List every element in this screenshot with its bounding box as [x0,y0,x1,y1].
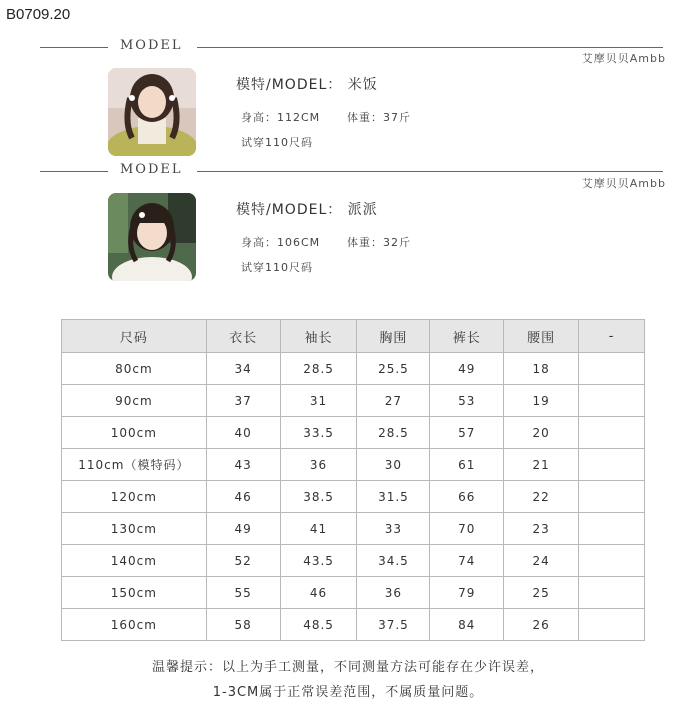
cell-size: 100cm [62,417,207,449]
table-row [62,417,645,449]
model-weight-1: 体重：37斤 [347,111,411,124]
divider-line [197,171,663,172]
cell-pants-length: 57 [430,417,504,449]
model-name-2: 模特/MODEL： 派派 [236,202,378,218]
note-line-1: 温馨提示：以上为手工测量，不同测量方法可能存在少许误差， [151,660,544,675]
cell-pants-length: 84 [430,609,504,641]
cell-size: 80cm [62,353,207,385]
product-code: B0709.20 [6,6,71,23]
header-length: 衣长 [206,320,280,353]
cell-chest: 37.5 [357,609,430,641]
model-tried-size-2: 试穿110尺码 [241,261,313,274]
cell-extra [579,577,645,609]
note-line-2: 1-3CM属于正常误差范围，不属质量问题。 [212,685,484,700]
size-chart-table [61,319,645,641]
model-tried-size-1: 试穿110尺码 [241,136,313,149]
cell-pants-length: 70 [430,513,504,545]
cell-length: 49 [206,513,280,545]
cell-sleeve: 43.5 [280,545,357,577]
cell-size: 90cm [62,385,207,417]
cell-waist: 24 [504,545,579,577]
cell-sleeve: 31 [280,385,357,417]
cell-sleeve: 46 [280,577,357,609]
cell-sleeve: 38.5 [280,481,357,513]
cell-pants-length: 66 [430,481,504,513]
header-chest: 胸围 [357,320,430,353]
header-pants-length: 裤长 [430,320,504,353]
header-size: 尺码 [62,320,207,353]
cell-chest: 30 [357,449,430,481]
cell-size: 130cm [62,513,207,545]
cell-sleeve: 48.5 [280,609,357,641]
brand-label: 艾摩贝贝Ambb [581,177,666,190]
cell-extra [579,385,645,417]
cell-chest: 33 [357,513,430,545]
cell-length: 37 [206,385,280,417]
cell-extra [579,513,645,545]
model-photo-2 [108,193,196,281]
cell-pants-length: 61 [430,449,504,481]
cell-waist: 23 [504,513,579,545]
cell-length: 40 [206,417,280,449]
cell-pants-length: 49 [430,353,504,385]
cell-extra [579,417,645,449]
cell-chest: 27 [357,385,430,417]
brand-label: 艾摩贝贝Ambb [581,52,666,65]
cell-sleeve: 33.5 [280,417,357,449]
cell-extra [579,609,645,641]
model-header-label: MODEL [120,162,183,177]
model-photo-1 [108,68,196,156]
table-row [62,609,645,641]
cell-size: 160cm [62,609,207,641]
cell-chest: 31.5 [357,481,430,513]
cell-sleeve: 41 [280,513,357,545]
cell-length: 58 [206,609,280,641]
cell-length: 52 [206,545,280,577]
divider-line [197,47,663,48]
model-weight-2: 体重：32斤 [347,236,411,249]
table-row [62,449,645,481]
cell-waist: 18 [504,353,579,385]
cell-waist: 20 [504,417,579,449]
table-header-row [62,320,645,353]
model-height-1: 身高：112CM [241,111,321,124]
cell-length: 46 [206,481,280,513]
cell-chest: 34.5 [357,545,430,577]
cell-chest: 28.5 [357,417,430,449]
cell-sleeve: 36 [280,449,357,481]
table-row [62,481,645,513]
cell-size: 150cm [62,577,207,609]
cell-pants-length: 53 [430,385,504,417]
table-row [62,545,645,577]
cell-waist: 22 [504,481,579,513]
model-header-label: MODEL [120,38,183,53]
table-row [62,513,645,545]
divider-line [40,47,108,48]
model-height-2: 身高：106CM [241,236,321,249]
model-name-1: 模特/MODEL： 米饭 [236,77,378,93]
cell-size: 140cm [62,545,207,577]
cell-extra [579,449,645,481]
cell-length: 55 [206,577,280,609]
cell-waist: 25 [504,577,579,609]
cell-waist: 19 [504,385,579,417]
cell-extra [579,481,645,513]
cell-extra [579,545,645,577]
cell-length: 43 [206,449,280,481]
cell-size: 110cm（模特码） [62,449,207,481]
cell-waist: 21 [504,449,579,481]
cell-sleeve: 28.5 [280,353,357,385]
table-row [62,577,645,609]
cell-pants-length: 79 [430,577,504,609]
cell-chest: 36 [357,577,430,609]
cell-chest: 25.5 [357,353,430,385]
table-row [62,385,645,417]
cell-extra [579,353,645,385]
header-waist: 腰围 [504,320,579,353]
header-sleeve: 袖长 [280,320,357,353]
header-extra: - [579,320,645,353]
cell-size: 120cm [62,481,207,513]
cell-length: 34 [206,353,280,385]
cell-waist: 26 [504,609,579,641]
table-row [62,353,645,385]
cell-pants-length: 74 [430,545,504,577]
divider-line [40,171,108,172]
